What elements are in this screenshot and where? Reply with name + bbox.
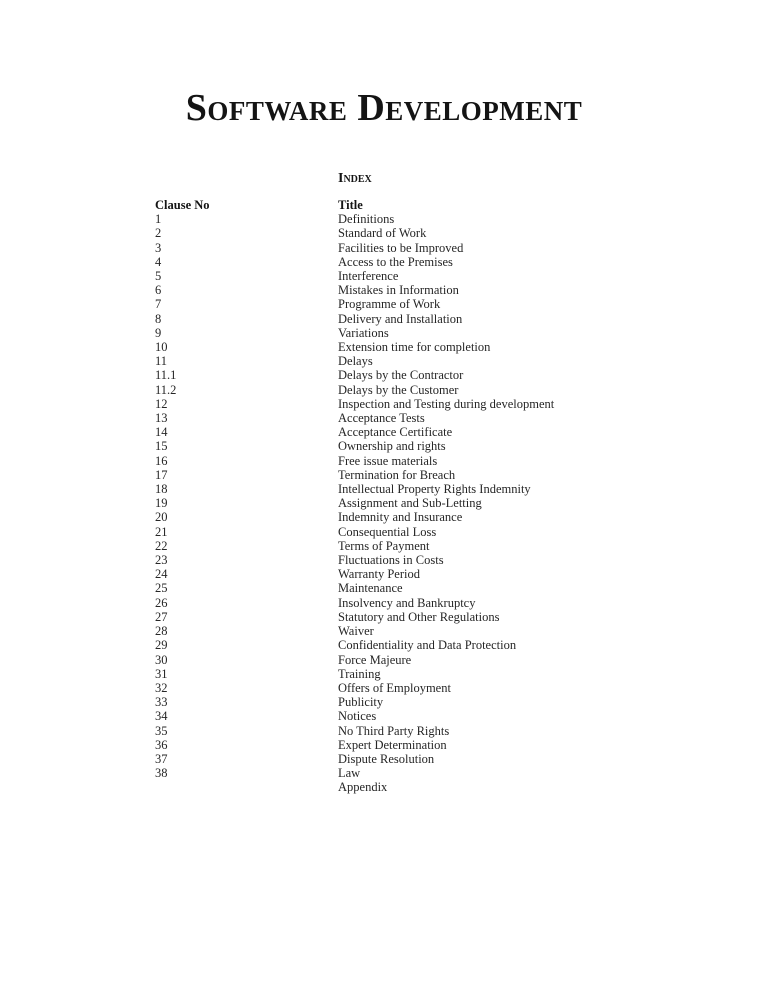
table-row bbox=[155, 297, 738, 311]
clause-no: 7 bbox=[155, 297, 162, 312]
clause-no: 31 bbox=[155, 666, 168, 681]
table-row bbox=[155, 397, 738, 411]
clause-no: 19 bbox=[155, 496, 168, 511]
table-row bbox=[155, 638, 738, 652]
clause-no: 16 bbox=[155, 453, 168, 468]
clause-title: Extension time for completion bbox=[338, 340, 491, 355]
index-header-row bbox=[155, 198, 738, 212]
clause-no: 3 bbox=[155, 240, 162, 255]
table-row bbox=[155, 596, 738, 610]
index-rows bbox=[155, 212, 738, 794]
table-row bbox=[155, 709, 738, 723]
table-row bbox=[155, 780, 738, 794]
clause-title: Ownership and rights bbox=[338, 439, 446, 454]
clause-title: Mistakes in Information bbox=[338, 283, 459, 298]
clause-title: Publicity bbox=[338, 695, 384, 710]
clause-no: 13 bbox=[155, 411, 168, 426]
clause-title: Delays by the Contractor bbox=[338, 368, 464, 383]
clause-no: 32 bbox=[155, 680, 168, 695]
clause-title: Warranty Period bbox=[338, 567, 420, 582]
clause-no: 22 bbox=[155, 538, 168, 553]
clause-title: Fluctuations in Costs bbox=[338, 553, 444, 568]
clause-title: Notices bbox=[338, 709, 377, 724]
table-row bbox=[155, 525, 738, 539]
clause-no: 2 bbox=[155, 226, 162, 241]
table-row bbox=[155, 553, 738, 567]
clause-no: 10 bbox=[155, 340, 168, 355]
clause-no: 21 bbox=[155, 524, 168, 539]
table-row bbox=[155, 326, 738, 340]
table-row bbox=[155, 411, 738, 425]
clause-title: No Third Party Rights bbox=[338, 723, 450, 738]
clause-title: Inspection and Testing during development bbox=[338, 396, 555, 411]
clause-no: 29 bbox=[155, 638, 168, 653]
clause-no: 26 bbox=[155, 595, 168, 610]
clause-title: Variations bbox=[338, 325, 389, 340]
table-row bbox=[155, 766, 738, 780]
table-row bbox=[155, 383, 738, 397]
clause-no: 38 bbox=[155, 766, 168, 781]
table-row bbox=[155, 567, 738, 581]
clause-no-column-header: Clause No bbox=[155, 198, 210, 212]
clause-title: Acceptance Tests bbox=[338, 411, 425, 426]
clause-no: 17 bbox=[155, 467, 168, 482]
clause-no: 30 bbox=[155, 652, 168, 667]
clause-title: Statutory and Other Regulations bbox=[338, 609, 500, 624]
table-row bbox=[155, 439, 738, 453]
clause-no: 11.1 bbox=[155, 368, 177, 383]
clause-no: 18 bbox=[155, 482, 168, 497]
index-heading: Index bbox=[338, 171, 372, 186]
clause-no: 34 bbox=[155, 709, 168, 724]
table-row bbox=[155, 510, 738, 524]
clause-no: 11.2 bbox=[155, 382, 177, 397]
clause-title: Termination for Breach bbox=[338, 467, 456, 482]
clause-no: 15 bbox=[155, 439, 168, 454]
table-row bbox=[155, 312, 738, 326]
clause-title: Indemnity and Insurance bbox=[338, 510, 463, 525]
clause-no: 6 bbox=[155, 283, 162, 298]
table-row bbox=[155, 738, 738, 752]
clause-title: Acceptance Certificate bbox=[338, 425, 453, 440]
clause-title: Force Majeure bbox=[338, 652, 412, 667]
clause-title: Terms of Payment bbox=[338, 538, 430, 553]
clause-title: Appendix bbox=[338, 780, 388, 795]
clause-title: Training bbox=[338, 666, 381, 681]
table-row bbox=[155, 340, 738, 354]
clause-no: 37 bbox=[155, 751, 168, 766]
clause-title: Expert Determination bbox=[338, 737, 447, 752]
clause-no: 23 bbox=[155, 553, 168, 568]
table-row bbox=[155, 610, 738, 624]
table-row bbox=[155, 226, 738, 240]
table-row bbox=[155, 425, 738, 439]
table-row bbox=[155, 283, 738, 297]
clause-title: Facilities to be Improved bbox=[338, 240, 464, 255]
clause-title: Delays by the Customer bbox=[338, 382, 459, 397]
clause-title: Standard of Work bbox=[338, 226, 427, 241]
clause-no: 25 bbox=[155, 581, 168, 596]
clause-no: 36 bbox=[155, 737, 168, 752]
index-table bbox=[155, 198, 738, 795]
clause-no: 9 bbox=[155, 325, 162, 340]
clause-title: Access to the Premises bbox=[338, 254, 453, 269]
table-row bbox=[155, 624, 738, 638]
clause-title: Intellectual Property Rights Indemnity bbox=[338, 482, 531, 497]
table-row bbox=[155, 724, 738, 738]
clause-title: Delays bbox=[338, 354, 373, 369]
clause-no: 33 bbox=[155, 695, 168, 710]
table-row bbox=[155, 496, 738, 510]
clause-title: Consequential Loss bbox=[338, 524, 437, 539]
clause-title: Programme of Work bbox=[338, 297, 441, 312]
clause-title: Definitions bbox=[338, 212, 395, 227]
clause-title: Assignment and Sub-Letting bbox=[338, 496, 482, 511]
table-row bbox=[155, 212, 738, 226]
clause-no: 14 bbox=[155, 425, 168, 440]
clause-no: 5 bbox=[155, 269, 162, 284]
table-row bbox=[155, 752, 738, 766]
clause-title: Dispute Resolution bbox=[338, 751, 435, 766]
clause-no: 8 bbox=[155, 311, 162, 326]
table-row bbox=[155, 368, 738, 382]
clause-no: 12 bbox=[155, 396, 168, 411]
clause-title: Confidentiality and Data Protection bbox=[338, 638, 517, 653]
title-column-header: Title bbox=[338, 198, 363, 212]
clause-title: Offers of Employment bbox=[338, 680, 451, 695]
table-row bbox=[155, 695, 738, 709]
clause-no: 27 bbox=[155, 609, 168, 624]
clause-no: 24 bbox=[155, 567, 168, 582]
table-row bbox=[155, 454, 738, 468]
table-row bbox=[155, 681, 738, 695]
clause-title: Maintenance bbox=[338, 581, 403, 596]
table-row bbox=[155, 482, 738, 496]
table-row bbox=[155, 468, 738, 482]
clause-title: Delivery and Installation bbox=[338, 311, 463, 326]
clause-no: 28 bbox=[155, 624, 168, 639]
clause-title: Insolvency and Bankruptcy bbox=[338, 595, 476, 610]
table-row bbox=[155, 241, 738, 255]
table-row bbox=[155, 354, 738, 368]
clause-title: Waiver bbox=[338, 624, 374, 639]
clause-no: 35 bbox=[155, 723, 168, 738]
table-row bbox=[155, 581, 738, 595]
table-row bbox=[155, 539, 738, 553]
clause-no: 20 bbox=[155, 510, 168, 525]
table-row bbox=[155, 667, 738, 681]
clause-no: 1 bbox=[155, 212, 162, 227]
table-row bbox=[155, 255, 738, 269]
table-row bbox=[155, 653, 738, 667]
clause-no: 4 bbox=[155, 254, 162, 269]
clause-title: Interference bbox=[338, 269, 399, 284]
clause-title: Law bbox=[338, 766, 361, 781]
clause-no: 11 bbox=[155, 354, 168, 369]
table-row bbox=[155, 269, 738, 283]
page-title: Software Development bbox=[185, 87, 583, 129]
clause-title: Free issue materials bbox=[338, 453, 438, 468]
